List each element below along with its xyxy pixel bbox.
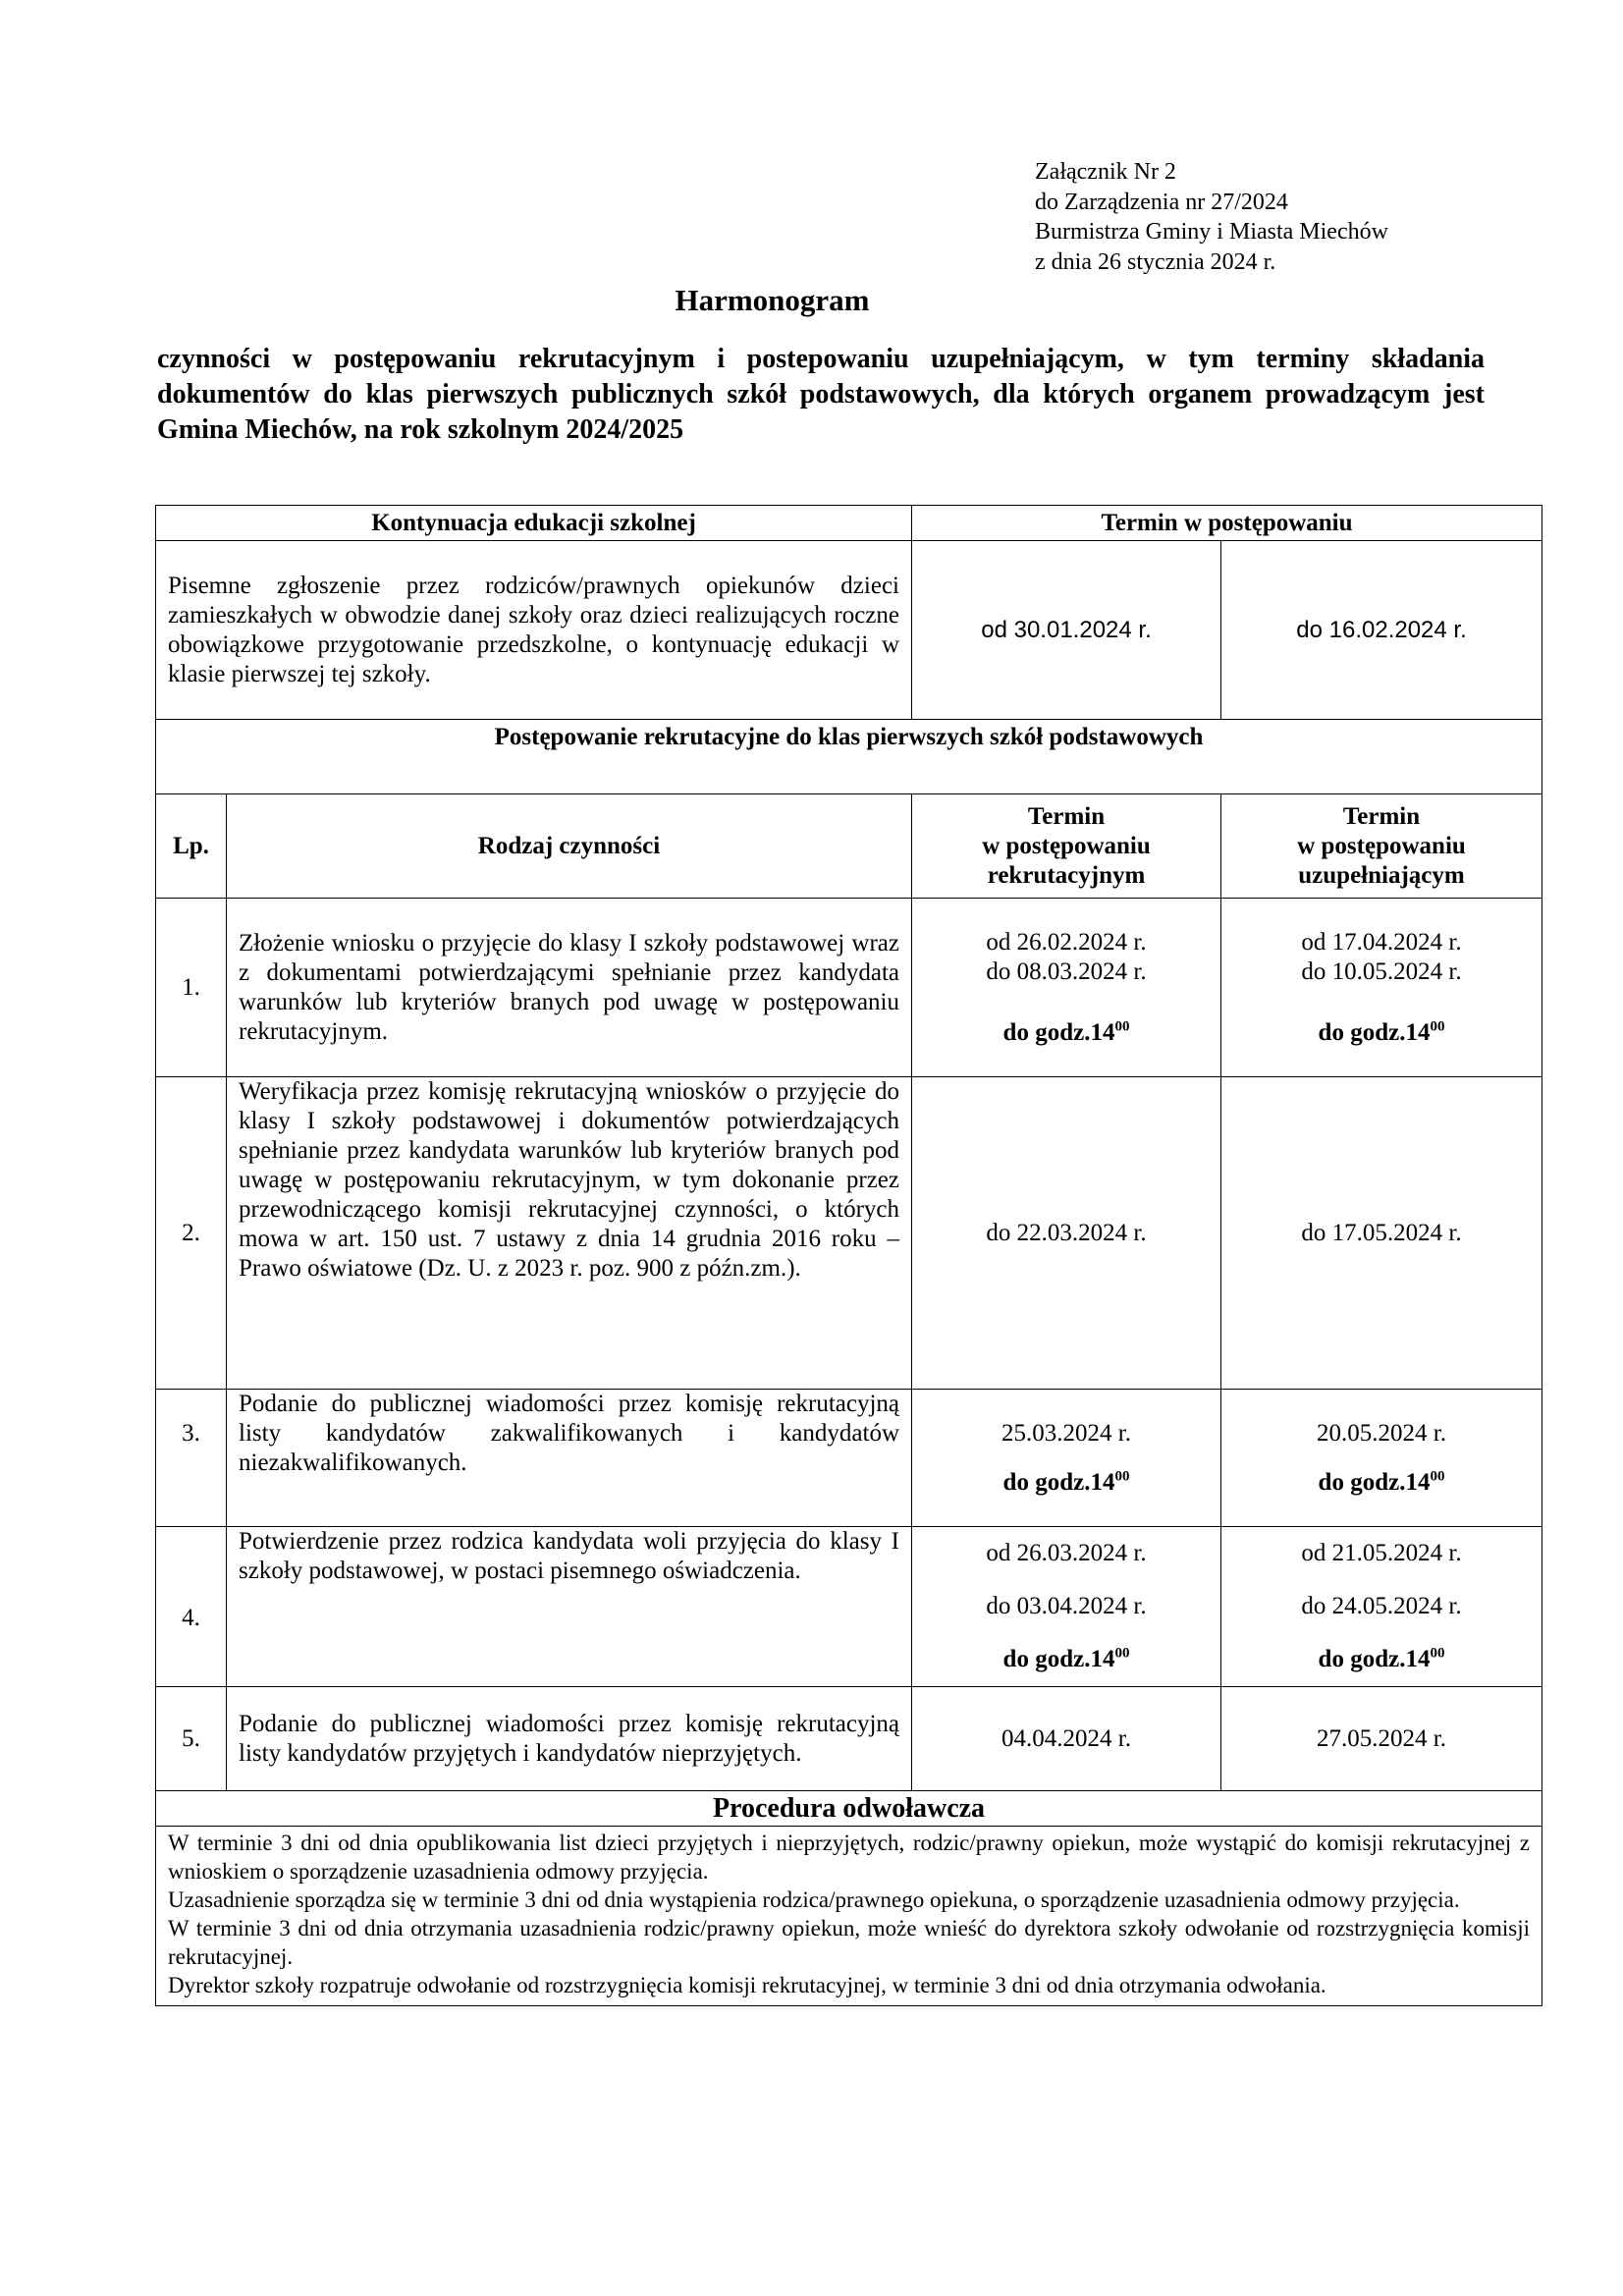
- col-rec-line-2: w postępowaniu: [982, 832, 1151, 859]
- row-supplementary-term: 27.05.2024 r.: [1221, 1687, 1542, 1791]
- col-recruitment-header: [912, 794, 1221, 899]
- row-lp: 1.: [156, 899, 227, 1077]
- continuation-header-row: [156, 506, 1542, 541]
- appeal-paragraph: Uzasadnienie sporządza się w terminie 3 dni od dnia wystąpienia rodzica/prawnego opiekuna, o sporządzenie uzasadnienia odmowy przyjęcia.: [168, 1887, 1460, 1912]
- term-date: 20.05.2024 r.: [1317, 1419, 1446, 1447]
- term-from: od 26.03.2024 r.: [986, 1540, 1147, 1566]
- spacer-row: [156, 755, 1542, 794]
- term-from: od 26.02.2024 r.: [986, 928, 1147, 956]
- appeal-header-row: [156, 1791, 1542, 1827]
- annex-line-2: do Zarządzenia nr 27/2024: [1035, 189, 1288, 215]
- col-sup-line-3: uzupełniającym: [1298, 861, 1465, 889]
- row-text: Podanie do publicznej wiadomości przez komisję rekrutacyjną listy kandydatów przyjętych i kandydatów nieprzyjętych.: [227, 1687, 912, 1791]
- page-title: Harmonogram: [675, 283, 870, 317]
- appeal-row: [156, 1827, 1542, 2006]
- term-hour: do $godz.14^{00}$: [1318, 1018, 1445, 1046]
- col-sup-line-2: w postępowaniu: [1297, 832, 1466, 859]
- recruitment-section-row: [156, 720, 1542, 755]
- continuation-header-left: Kontynuacja edukacji szkolnej: [156, 506, 912, 541]
- annex-block: [1035, 157, 1388, 277]
- col-type-header: Rodzaj czynności: [227, 794, 912, 899]
- spacer-cell: [156, 755, 1542, 794]
- row-text: Potwierdzenie przez rodzica kandydata woli przyjęcia do klasy I szkoły podstawowej, w postaci pisemnego oświadczenia.: [227, 1527, 912, 1687]
- row-text: Złożenie wniosku o przyjęcie do klasy I szkoły podstawowej wraz z dokumentami potwierdzającymi spełnianie przez kandydata warunków lub kryteriów branych pod uwagę w postępowaniu rekrutacyjnym.: [227, 899, 912, 1077]
- row-lp: 4.: [156, 1527, 227, 1687]
- row-supplementary-term: [1221, 1390, 1542, 1527]
- table-row: [156, 899, 1542, 1077]
- schedule-table: [155, 505, 1542, 2006]
- term-hour: do $godz.14^{00}$: [1318, 1645, 1445, 1672]
- table-row: [156, 1077, 1542, 1390]
- appeal-paragraph: W terminie 3 dni od dnia opublikowania list dzieci przyjętych i nieprzyjętych, rodzic/prawny opiekun, może wystąpić do komisji rekrutacyjnej z wnioskiem o sporządzenie uzasadnienia odmowy przyjęcia.: [168, 1831, 1531, 1884]
- table-row: [156, 1687, 1542, 1791]
- appeal-paragraph: Dyrektor szkoły rozpatruje odwołanie od rozstrzygnięcia komisji rekrutacyjnej, w terminie 3 dni od dnia otrzymania odwołania.: [168, 1973, 1326, 1997]
- term-date: 25.03.2024 r.: [1001, 1419, 1131, 1447]
- term-to: do 10.05.2024 r.: [1301, 957, 1462, 985]
- row-recruitment-term: [912, 1527, 1221, 1687]
- row-text: Weryfikacja przez komisję rekrutacyjną wniosków o przyjęcie do klasy I szkoły podstawowej i dokumentów potwierdzających spełnianie przez kandydata warunków lub kryteriów branych pod uwagę w postępowaniu rekrutacyjnym, w tym dokonanie przez przewodniczącego komisji rekrutacyjnej czynności, o których mowa w art. 150 ust. 7 ustawy z dnia 14 grudnia 2016 roku – Prawo oświatowe (Dz. U. z 2023 r. poz. 900 z późn.zm.).: [227, 1077, 912, 1390]
- row-supplementary-term: do 17.05.2024 r.: [1221, 1077, 1542, 1390]
- table-row: [156, 1527, 1542, 1687]
- page-subtitle: czynności w postępowaniu rekrutacyjnym i postepowaniu uzupełniającym, w tym terminy składania dokumentów do klas pierwszych publicznych szkół podstawowych, dla których organem prowadzącym jest Gmina Miechów, na rok szkolnym 2024/2025: [157, 344, 1485, 445]
- row-recruitment-term: do 22.03.2024 r.: [912, 1077, 1221, 1390]
- term-to: do 24.05.2024 r.: [1301, 1593, 1462, 1619]
- row-recruitment-term: [912, 1390, 1221, 1527]
- continuation-header-right: Termin w postępowaniu: [912, 506, 1542, 541]
- term-from: od 21.05.2024 r.: [1301, 1540, 1462, 1566]
- annex-line-3: Burmistrza Gminy i Miasta Miechów: [1035, 219, 1388, 245]
- row-lp: 2.: [156, 1077, 227, 1390]
- row-recruitment-term: [912, 899, 1221, 1077]
- table-row: [156, 1390, 1542, 1527]
- col-sup-line-1: Termin: [1342, 802, 1421, 830]
- continuation-from: od 30.01.2024 r.: [912, 541, 1221, 720]
- col-rec-line-1: Termin: [1027, 802, 1106, 830]
- recruitment-section-title: Postępowanie rekrutacyjne do klas pierwszych szkół podstawowych: [156, 720, 1542, 755]
- term-to: do 03.04.2024 r.: [986, 1593, 1147, 1619]
- term-from: od 17.04.2024 r.: [1301, 928, 1462, 956]
- row-text: Podanie do publicznej wiadomości przez komisję rekrutacyjną listy kandydatów zakwalifikowanych i kandydatów niezakwalifikowanych.: [227, 1390, 912, 1527]
- row-lp: 5.: [156, 1687, 227, 1791]
- appeal-title: Procedura odwoławcza: [156, 1791, 1542, 1827]
- term-hour: do $godz.14^{00}$: [1002, 1468, 1130, 1496]
- recruitment-header-row: [156, 794, 1542, 899]
- annex-line-1: Załącznik Nr 2: [1035, 159, 1176, 185]
- annex-line-4: z dnia 26 stycznia 2024 r.: [1035, 248, 1276, 275]
- term-to: do 08.03.2024 r.: [986, 957, 1147, 985]
- continuation-to: do 16.02.2024 r.: [1221, 541, 1542, 720]
- row-supplementary-term: [1221, 1527, 1542, 1687]
- row-supplementary-term: [1221, 899, 1542, 1077]
- row-lp: 3.: [156, 1390, 227, 1527]
- term-hour: do $godz.14^{00}$: [1002, 1018, 1130, 1046]
- continuation-description: Pisemne zgłoszenie przez rodziców/prawnych opiekunów dzieci zamieszkałych w obwodzie danej szkoły oraz dzieci realizujących roczne obowiązkowe przygotowanie przedszkolne, o kontynuację edukacji w klasie pierwszej tej szkoły.: [156, 541, 912, 720]
- col-rec-line-3: rekrutacyjnym: [987, 861, 1146, 889]
- appeal-paragraph: W terminie 3 dni od dnia otrzymania uzasadnienia rodzic/prawny opiekun, może wnieść do dyrektora szkoły odwołanie od rozstrzygnięcia komisji rekrutacyjnej.: [168, 1916, 1531, 1969]
- col-lp-header: Lp.: [156, 794, 227, 899]
- continuation-row: [156, 541, 1542, 720]
- row-recruitment-term: 04.04.2024 r.: [912, 1687, 1221, 1791]
- appeal-text: [156, 1827, 1542, 2006]
- term-hour: do $godz.14^{00}$: [1318, 1468, 1445, 1496]
- term-hour: do $godz.14^{00}$: [1002, 1645, 1130, 1672]
- col-supplementary-header: [1221, 794, 1542, 899]
